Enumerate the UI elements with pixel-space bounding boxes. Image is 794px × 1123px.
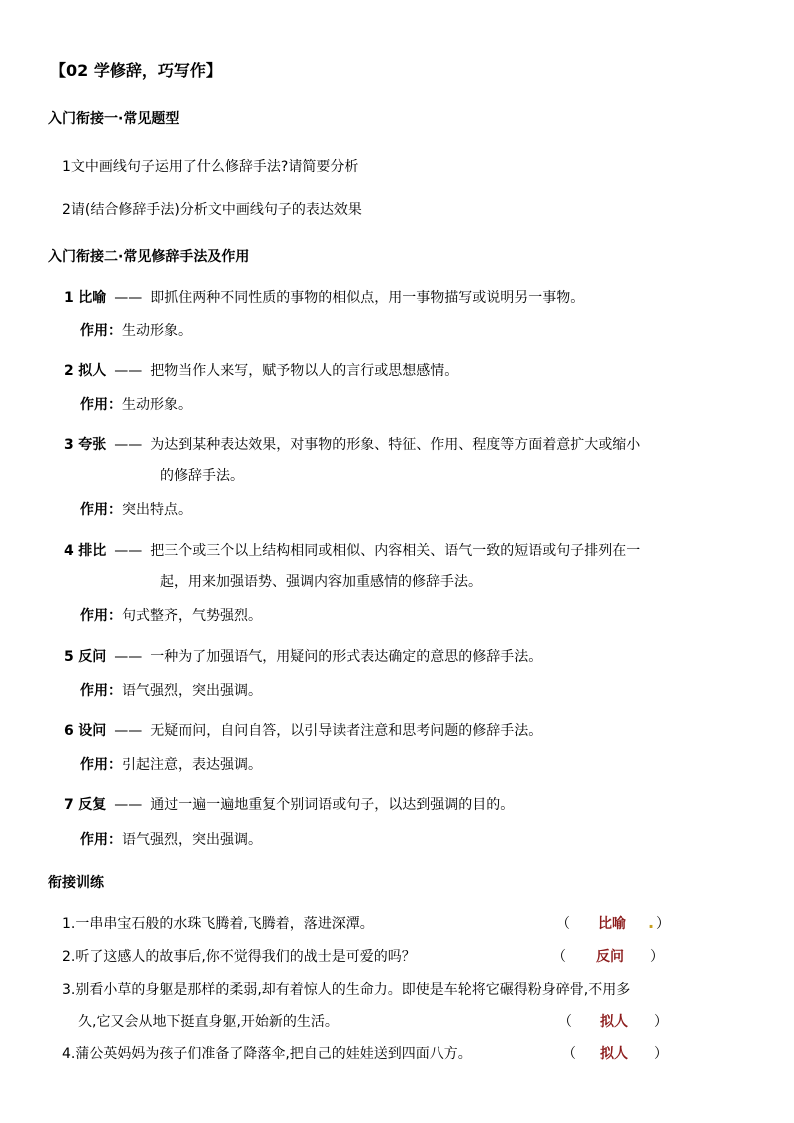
open-paren: （ [552, 949, 566, 965]
rhetoric-item-4 [64, 537, 640, 565]
exercise-3-continued: 久,它又会从地下挺直身躯,开始新的生活。 [78, 1014, 339, 1030]
question-2: 2请(结合修辞手法)分析文中画线句子的表达效果 [62, 202, 362, 218]
effect-2 [80, 394, 192, 414]
effect-text: 突出特点。 [122, 502, 192, 518]
item-name: 反问 [78, 649, 107, 665]
rhetoric-item-1 [64, 284, 584, 312]
effect-label: 作用： [80, 397, 122, 413]
item-name: 拟人 [78, 363, 107, 379]
item-name: 设问 [78, 723, 107, 739]
effect-text: 语气强烈，突出强调。 [122, 832, 262, 848]
rhetoric-item-6 [64, 717, 542, 745]
item-name: 排比 [78, 543, 107, 559]
effect-7 [80, 829, 262, 849]
close-paren: ） [654, 1046, 668, 1062]
dash: —— [114, 437, 143, 453]
rhetoric-item-5 [64, 643, 542, 671]
exercise-3: 3.别看小草的身躯是那样的柔弱,却有着惊人的生命力。即使是车轮将它碾得粉身碎骨,不用多 [62, 982, 631, 998]
close-paren: ） [656, 916, 670, 932]
item-definition: 为达到某种表达效果，对事物的形象、特征、作用、程度等方面着意扩大或缩小 [150, 437, 641, 453]
exercise-2: 2.听了这感人的故事后,你不觉得我们的战士是可爱的吗？ [62, 949, 416, 965]
effect-label: 作用： [80, 757, 122, 773]
section1-heading: 入门衔接一·常见题型 [48, 111, 180, 127]
item-num: 1 [64, 290, 74, 306]
effect-label: 作用： [80, 502, 122, 518]
effect-text: 生动形象。 [122, 323, 192, 339]
page-title: 【02 学修辞，巧写作】 [50, 61, 222, 80]
effect-text: 生动形象。 [122, 397, 192, 413]
question-1: 1文中画线句子运用了什么修辞手法?请简要分析 [62, 159, 359, 175]
item-definition-continued: 的修辞手法。 [160, 468, 244, 484]
exercise-4: 4.蒲公英妈妈为孩子们准备了降落伞,把自己的娃娃送到四面八方。 [62, 1046, 472, 1062]
effect-text: 引起注意，表达强调。 [122, 757, 262, 773]
rhetoric-item-2 [64, 357, 458, 385]
item-num: 7 [64, 797, 74, 813]
dash: —— [114, 797, 143, 813]
item-num: 6 [64, 723, 74, 739]
open-paren: （ [558, 1014, 572, 1030]
dash: —— [114, 649, 143, 665]
item-definition: 无疑而问，自问自答，以引导读者注意和思考问题的修辞手法。 [150, 723, 543, 739]
exercise-2-answer: 反问 [596, 949, 624, 965]
open-paren: （ [562, 1046, 576, 1062]
item-num: 5 [64, 649, 74, 665]
item-name: 反复 [78, 797, 107, 813]
item-definition: 把物当作人来写，赋予物以人的言行或思想感情。 [150, 363, 459, 379]
rhetoric-item-3 [64, 431, 640, 459]
exercise-1: 1.一串串宝石般的水珠飞腾着,飞腾着，落进深潭。 [62, 916, 374, 932]
effect-5 [80, 680, 262, 700]
item-name: 比喻 [78, 290, 107, 306]
close-paren: ） [650, 949, 664, 965]
rhetoric-item-7 [64, 791, 514, 819]
exercise-1-answer: 比喻 [598, 916, 626, 932]
section3-heading: 衔接训练 [48, 875, 104, 891]
section2-heading: 入门衔接二·常见修辞手法及作用 [48, 249, 250, 265]
item-definition-continued: 起，用来加强语势、强调内容加重感情的修辞手法。 [160, 574, 482, 590]
dash: —— [114, 290, 143, 306]
item-num: 3 [64, 437, 74, 453]
close-paren: ） [654, 1014, 668, 1030]
item-definition: 一种为了加强语气，用疑问的形式表达确定的意思的修辞手法。 [150, 649, 543, 665]
effect-1 [80, 320, 192, 340]
item-num: 2 [64, 363, 74, 379]
effect-3 [80, 499, 192, 519]
exercise-3-answer: 拟人 [600, 1014, 628, 1030]
effect-text: 语气强烈，突出强调。 [122, 683, 262, 699]
dash: —— [114, 723, 143, 739]
exercise-4-answer: 拟人 [600, 1046, 628, 1062]
effect-label: 作用： [80, 683, 122, 699]
effect-text: 句式整齐，气势强烈。 [122, 608, 262, 624]
answer-mark: . [648, 913, 655, 932]
dash: —— [114, 363, 143, 379]
effect-label: 作用： [80, 323, 122, 339]
effect-6 [80, 754, 262, 774]
item-definition: 把三个或三个以上结构相同或相似、内容相关、语气一致的短语或句子排列在一 [150, 543, 641, 559]
item-definition: 即抓住两种不同性质的事物的相似点，用一事物描写或说明另一事物。 [150, 290, 585, 306]
effect-4 [80, 605, 262, 625]
effect-label: 作用： [80, 832, 122, 848]
dash: —— [114, 543, 143, 559]
item-definition: 通过一遍一遍地重复个别词语或句子，以达到强调的目的。 [150, 797, 515, 813]
item-num: 4 [64, 543, 74, 559]
open-paren: （ [556, 916, 570, 932]
effect-label: 作用： [80, 608, 122, 624]
item-name: 夸张 [78, 437, 107, 453]
